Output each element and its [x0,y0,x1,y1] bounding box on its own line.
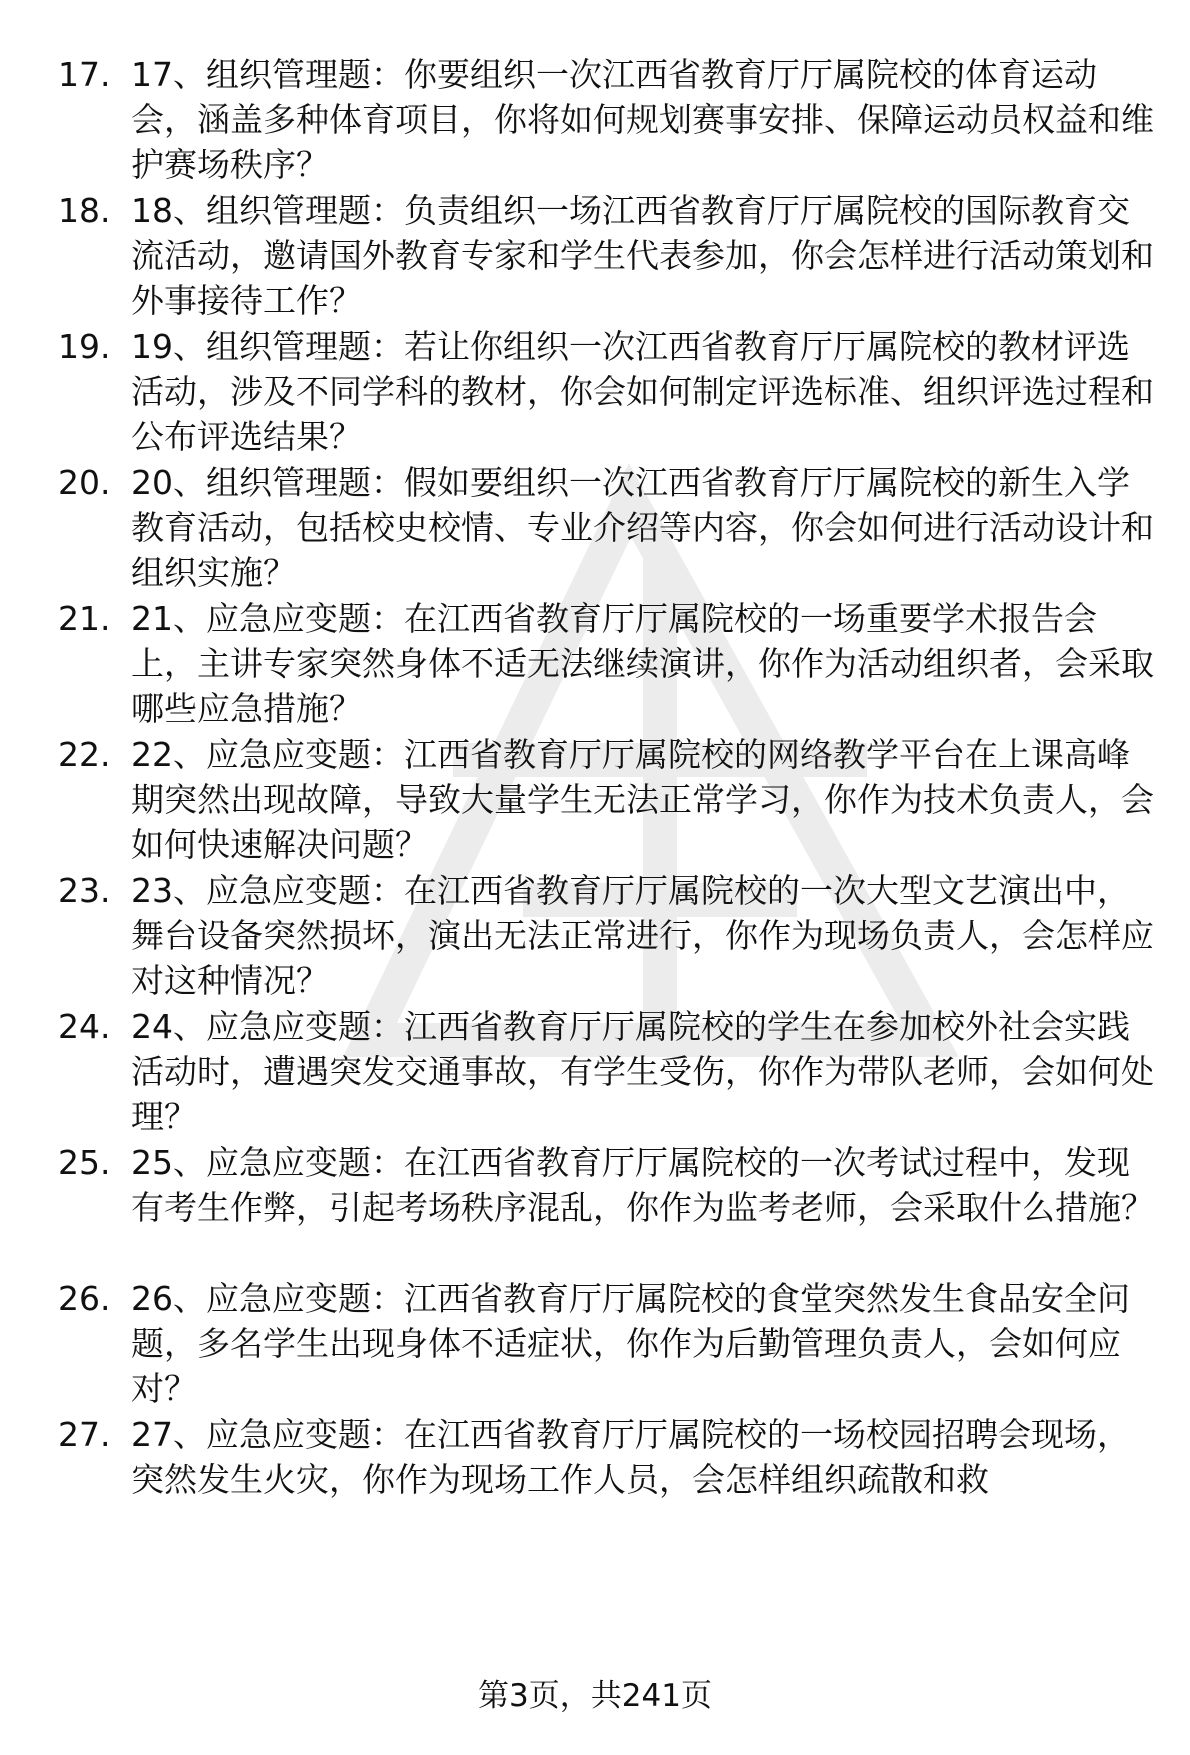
question-number: 24. [58,1007,111,1046]
question-item-27 [0,1412,1190,1504]
question-number: 19. [58,327,111,366]
question-text: 27、应急应变题：在江西省教育厅厅属院校的一场校园招聘会现场，突然发生火灾，你作为现场工作人员，会怎样组织疏散和救 [131,1415,1130,1499]
question-item-23 [0,868,1190,1008]
question-number: 25. [58,1143,111,1182]
page-number: 第3页，共241页 [478,1678,712,1714]
question-number: 18. [58,191,111,230]
question-number: 21. [58,599,111,638]
question-item-17 [0,52,1190,192]
question-number: 23. [58,871,111,910]
question-item-24 [0,1004,1190,1144]
question-text: 24、应急应变题：江西省教育厅厅属院校的学生在参加校外社会实践活动时，遭遇突发交通事故，有学生受伤，你作为带队老师，会如何处理？ [131,1007,1154,1136]
question-text: 19、组织管理题：若让你组织一次江西省教育厅厅属院校的教材评选活动，涉及不同学科的教材，你会如何制定评选标准、组织评选过程和公布评选结果？ [131,327,1154,456]
question-text: 20、组织管理题：假如要组织一次江西省教育厅厅属院校的新生入学教育活动，包括校史校情、专业介绍等内容，你会如何进行活动设计和组织实施？ [131,463,1154,592]
question-text: 18、组织管理题：负责组织一场江西省教育厅厅属院校的国际教育交流活动，邀请国外教育专家和学生代表参加，你会怎样进行活动策划和外事接待工作？ [131,191,1154,320]
question-number: 20. [58,463,111,502]
question-item-18 [0,188,1190,328]
question-text: 25、应急应变题：在江西省教育厅厅属院校的一次考试过程中，发现有考生作弊，引起考场秩序混乱，你作为监考老师，会采取什么措施？ [131,1143,1154,1227]
question-number: 27. [58,1415,111,1454]
question-item-26 [0,1276,1190,1416]
question-item-19 [0,324,1190,464]
question-text: 17、组织管理题：你要组织一次江西省教育厅厅属院校的体育运动会，涵盖多种体育项目，你将如何规划赛事安排、保障运动员权益和维护赛场秩序？ [131,55,1154,184]
question-item-22 [0,732,1190,872]
question-text: 22、应急应变题：江西省教育厅厅属院校的网络教学平台在上课高峰期突然出现故障，导致大量学生无法正常学习，你作为技术负责人，会如何快速解决问题？ [131,735,1154,864]
question-item-21 [0,596,1190,736]
question-number: 17. [58,55,111,94]
question-text: 21、应急应变题：在江西省教育厅厅属院校的一场重要学术报告会上，主讲专家突然身体不适无法继续演讲，你作为活动组织者，会采取哪些应急措施？ [131,599,1154,728]
question-text: 23、应急应变题：在江西省教育厅厅属院校的一次大型文艺演出中，舞台设备突然损坏，演出无法正常进行，你作为现场负责人，会怎样应对这种情况？ [131,871,1154,1000]
question-number: 26. [58,1279,111,1318]
question-item-20 [0,460,1190,600]
question-item-25 [0,1140,1190,1280]
question-text: 26、应急应变题：江西省教育厅厅属院校的食堂突然发生食品安全问题，多名学生出现身体不适症状，你作为后勤管理负责人，会如何应对？ [131,1279,1130,1408]
question-number: 22. [58,735,111,774]
